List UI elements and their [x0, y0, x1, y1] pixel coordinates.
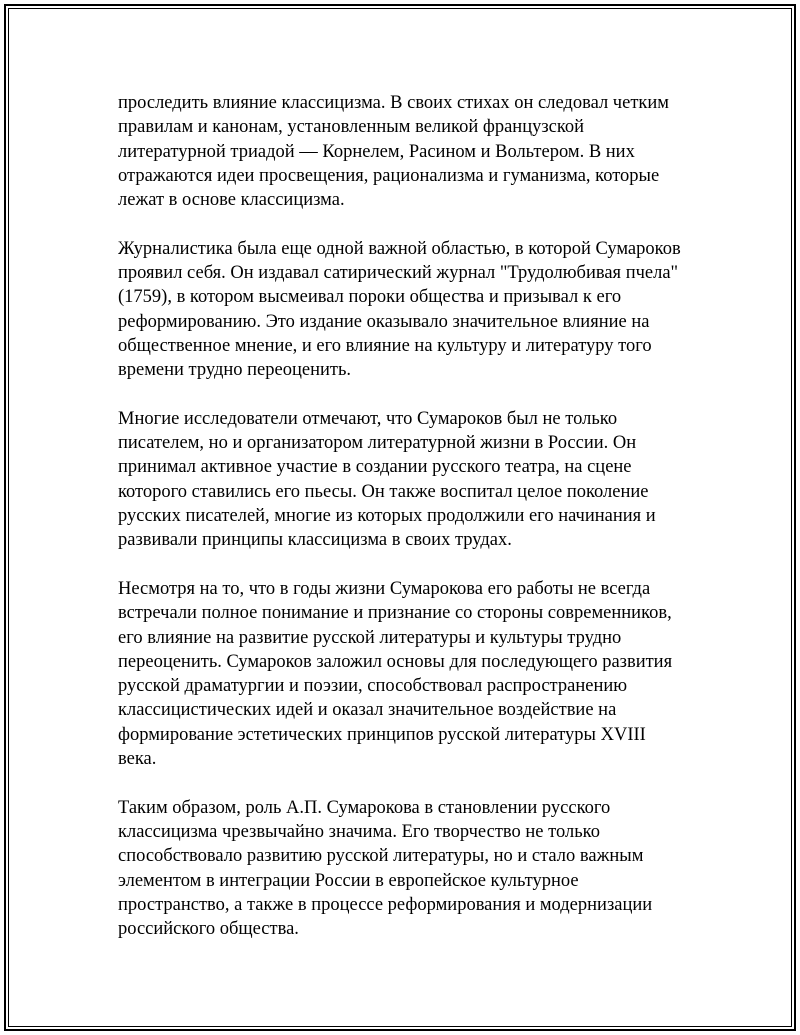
text-line: русских писателей, многие из которых продолжили его начинания и [118, 506, 656, 527]
text-line: переоценить. Сумароков заложил основы для последующего развития [118, 651, 673, 672]
text-line: Многие исследователи отмечают, что Сумароков был не только [118, 408, 618, 429]
text-line: проявил себя. Он издавал сатирический журнал "Трудолюбивая пчела" [118, 263, 679, 284]
paragraph-journalism [118, 237, 698, 383]
text-line: способствовало развитию русской литературы, но и стало важным [118, 846, 644, 867]
text-line: русской драматургии и поэзии, способствовал распространению [118, 676, 628, 697]
text-line: формирование эстетических принципов русской литературы XVIII [118, 724, 646, 745]
text-line: проследить влияние классицизма. В своих стихах он следовал четким [118, 93, 670, 113]
text-line: его влияние на развитие русской литературы и культуры трудно [118, 627, 622, 648]
text-line: классицизма чрезвычайно значима. Его творчество не только [118, 821, 600, 842]
text-line: российского общества. [118, 919, 299, 940]
text-line: времени трудно переоценить. [118, 360, 352, 381]
text-line: лежат в основе классицизма. [118, 190, 345, 211]
text-line: века. [118, 749, 157, 770]
paragraph-classicism-poetry [118, 91, 698, 212]
document-body [118, 91, 698, 966]
text-line: отражаются идеи просвещения, рационализма и гуманизма, которые [118, 165, 660, 186]
paragraph-literary-organizer [118, 407, 698, 553]
text-line: развивали принципы классицизма в своих трудах. [118, 530, 512, 551]
text-line: (1759), в котором высмеивал пороки общества и призывал к его [118, 287, 622, 308]
text-line: классицистических идей и оказал значительное воздействие на [118, 700, 617, 721]
text-line: Таким образом, роль А.П. Сумарокова в становлении русского [118, 797, 611, 818]
text-line: встречали полное понимание и признание со стороны современников, [118, 603, 672, 624]
text-line: элементом в интеграции России в европейское культурное [118, 870, 579, 891]
text-line: писателем, но и организатором литературной жизни в России. Он [118, 433, 637, 454]
paragraph-influence [118, 577, 698, 771]
text-line: правилам и канонам, установленным великой французской [118, 117, 585, 138]
text-line: общественное мнение, и его влияние на культуру и литературу того [118, 335, 652, 356]
text-line: пространство, а также в процессе реформирования и модернизации [118, 894, 653, 915]
text-line: которого ставились его пьесы. Он также воспитал целое поколение [118, 481, 649, 502]
text-line: Журналистика была еще одной важной областью, в которой Сумароков [118, 238, 681, 259]
text-line: Несмотря на то, что в годы жизни Сумарокова его работы не всегда [118, 578, 651, 599]
text-line: принимал активное участие в создании русского театра, на сцене [118, 457, 632, 478]
paragraph-conclusion [118, 796, 698, 942]
text-line: литературной триадой — Корнелем, Расином и Вольтером. В них [118, 141, 635, 162]
text-line: реформированию. Это издание оказывало значительное влияние на [118, 311, 650, 332]
